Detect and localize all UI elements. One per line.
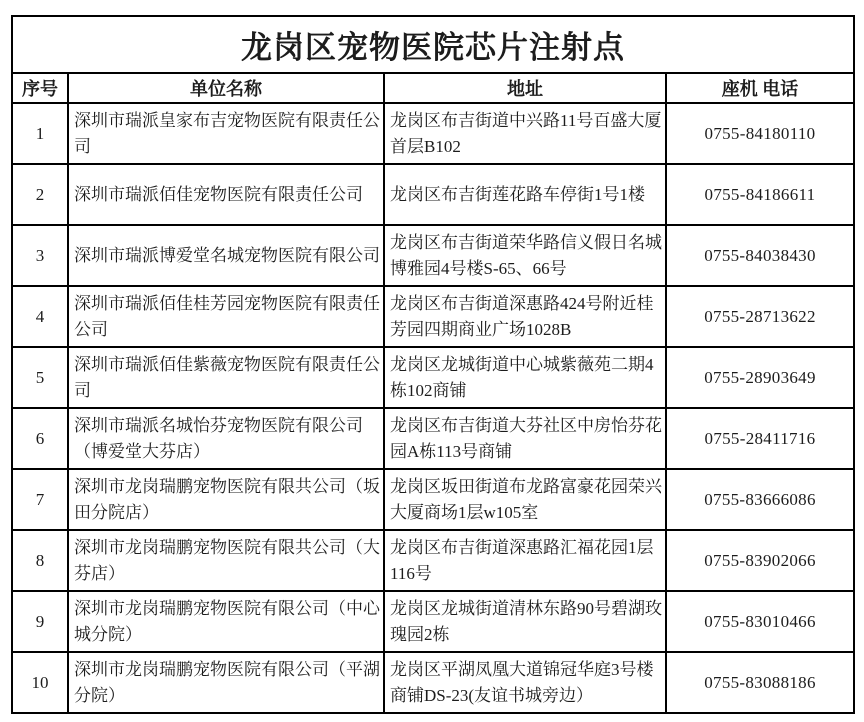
address-cell: 龙岗区布吉街道荣华路信义假日名城博雅园4号楼S-65、66号 bbox=[384, 225, 666, 286]
table-row bbox=[12, 103, 854, 164]
serial-no-cell: 4 bbox=[12, 286, 68, 347]
unit-name-cell: 深圳市瑞派博爱堂名城宠物医院有限公司 bbox=[68, 225, 384, 286]
serial-no-cell: 6 bbox=[12, 408, 68, 469]
serial-no-cell: 7 bbox=[12, 469, 68, 530]
column-header-address: 地址 bbox=[384, 73, 666, 103]
phone-cell: 0755-84038430 bbox=[666, 225, 854, 286]
phone-cell: 0755-83902066 bbox=[666, 530, 854, 591]
phone-cell: 0755-83010466 bbox=[666, 591, 854, 652]
phone-cell: 0755-84180110 bbox=[666, 103, 854, 164]
address-cell: 龙岗区布吉街道深惠路424号附近桂芳园四期商业广场1028B bbox=[384, 286, 666, 347]
address-cell: 龙岗区平湖凤凰大道锦冠华庭3号楼商铺DS-23(友谊书城旁边） bbox=[384, 652, 666, 713]
page-title: 龙岗区宠物医院芯片注射点 bbox=[12, 16, 854, 73]
table-row bbox=[12, 286, 854, 347]
title-row bbox=[12, 16, 854, 73]
table-row bbox=[12, 347, 854, 408]
address-cell: 龙岗区布吉街道中兴路11号百盛大厦首层B102 bbox=[384, 103, 666, 164]
table-row bbox=[12, 591, 854, 652]
unit-name-cell: 深圳市龙岗瑞鹏宠物医院有限公司（中心城分院） bbox=[68, 591, 384, 652]
serial-no-cell: 8 bbox=[12, 530, 68, 591]
serial-no-cell: 5 bbox=[12, 347, 68, 408]
table-body bbox=[12, 103, 854, 713]
column-header-serial-no: 序号 bbox=[12, 73, 68, 103]
table-row bbox=[12, 652, 854, 713]
table-row bbox=[12, 164, 854, 225]
unit-name-cell: 深圳市龙岗瑞鹏宠物医院有限公司（平湖分院） bbox=[68, 652, 384, 713]
serial-no-cell: 2 bbox=[12, 164, 68, 225]
unit-name-cell: 深圳市瑞派佰佳桂芳园宠物医院有限责任公司 bbox=[68, 286, 384, 347]
column-header-unit-name: 单位名称 bbox=[68, 73, 384, 103]
phone-cell: 0755-83666086 bbox=[666, 469, 854, 530]
document-page bbox=[0, 15, 864, 722]
table-row bbox=[12, 225, 854, 286]
column-header-phone: 座机 电话 bbox=[666, 73, 854, 103]
phone-cell: 0755-28903649 bbox=[666, 347, 854, 408]
address-cell: 龙岗区坂田街道布龙路富豪花园荣兴大厦商场1层w105室 bbox=[384, 469, 666, 530]
phone-cell: 0755-28713622 bbox=[666, 286, 854, 347]
phone-cell: 0755-83088186 bbox=[666, 652, 854, 713]
table-row bbox=[12, 408, 854, 469]
serial-no-cell: 1 bbox=[12, 103, 68, 164]
table-row bbox=[12, 469, 854, 530]
unit-name-cell: 深圳市瑞派名城怡芬宠物医院有限公司（博爱堂大芬店） bbox=[68, 408, 384, 469]
address-cell: 龙岗区龙城街道中心城紫薇苑二期4栋102商铺 bbox=[384, 347, 666, 408]
unit-name-cell: 深圳市瑞派皇家布吉宠物医院有限责任公司 bbox=[68, 103, 384, 164]
serial-no-cell: 9 bbox=[12, 591, 68, 652]
unit-name-cell: 深圳市瑞派佰佳紫薇宠物医院有限责任公司 bbox=[68, 347, 384, 408]
serial-no-cell: 3 bbox=[12, 225, 68, 286]
phone-cell: 0755-28411716 bbox=[666, 408, 854, 469]
unit-name-cell: 深圳市龙岗瑞鹏宠物医院有限共公司（大芬店） bbox=[68, 530, 384, 591]
pet-hospital-chip-injection-table bbox=[11, 15, 855, 714]
phone-cell: 0755-84186611 bbox=[666, 164, 854, 225]
address-cell: 龙岗区龙城街道清林东路90号碧湖玫瑰园2栋 bbox=[384, 591, 666, 652]
serial-no-cell: 10 bbox=[12, 652, 68, 713]
unit-name-cell: 深圳市龙岗瑞鹏宠物医院有限共公司（坂田分院店） bbox=[68, 469, 384, 530]
address-cell: 龙岗区布吉街道深惠路汇福花园1层116号 bbox=[384, 530, 666, 591]
table-row bbox=[12, 530, 854, 591]
column-header-row bbox=[12, 73, 854, 103]
address-cell: 龙岗区布吉街莲花路车停街1号1楼 bbox=[384, 164, 666, 225]
unit-name-cell: 深圳市瑞派佰佳宠物医院有限责任公司 bbox=[68, 164, 384, 225]
address-cell: 龙岗区布吉街道大芬社区中房怡芬花园A栋113号商铺 bbox=[384, 408, 666, 469]
